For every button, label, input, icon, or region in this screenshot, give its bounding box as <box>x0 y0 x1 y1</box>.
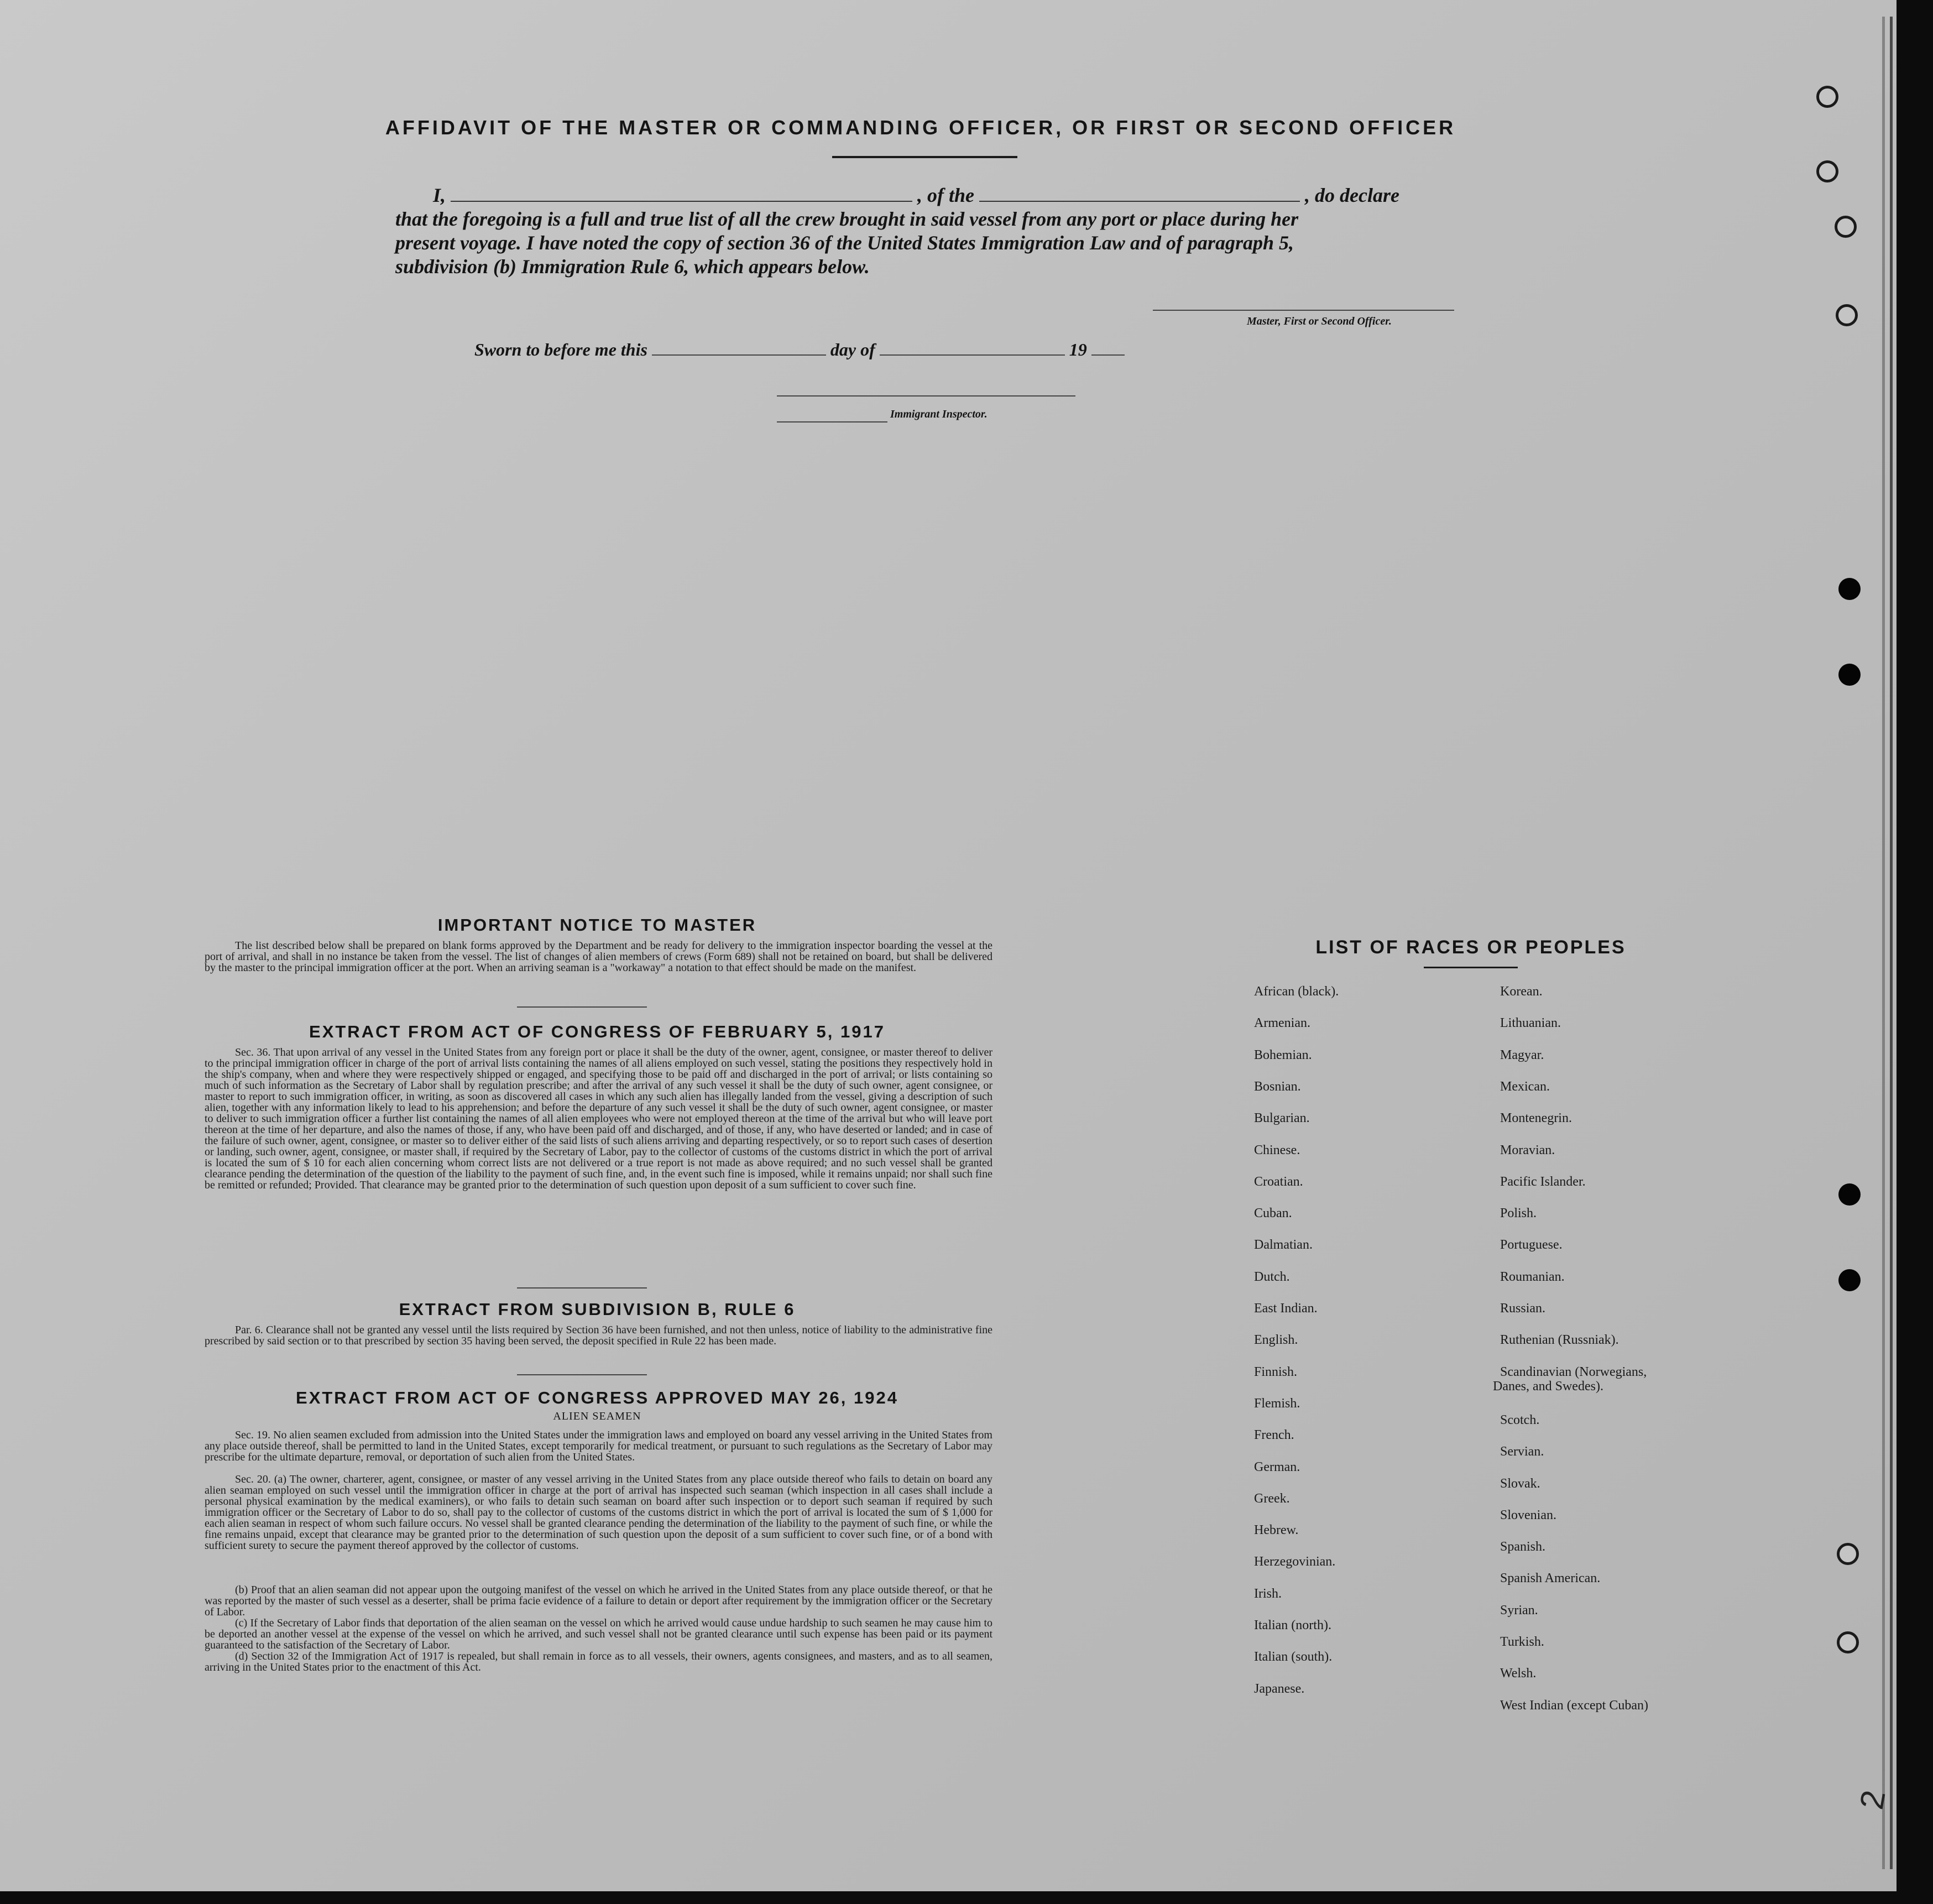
race-list-item: Cuban. <box>1254 1206 1292 1221</box>
sworn-line <box>474 340 1125 360</box>
race-list-item: Pacific Islander. <box>1500 1174 1586 1189</box>
binder-hole <box>1816 160 1838 182</box>
race-list-item: West Indian (except Cuban) <box>1500 1698 1648 1713</box>
race-list-item: Moravian. <box>1500 1143 1555 1157</box>
race-list-item: English. <box>1254 1333 1298 1348</box>
section-divider <box>517 1287 647 1289</box>
name-blank-field[interactable] <box>451 201 912 202</box>
inspector-label: Immigrant Inspector. <box>890 408 988 420</box>
extract-1924-sec20c: (c) If the Secretary of Labor finds that deportation of the alien seaman on the vessel on which he arrived would cause undue hardship to such seamen he may cause him to be deported an another vessel at the expense of the vessel on which he arrived, and such vessel shall not be granted clearance until such expense has been paid or its payment guaranteed to the satisfaction of the Secretary of Labor. <box>205 1617 992 1651</box>
race-list-item: Welsh. <box>1500 1666 1537 1681</box>
extract-1924-sec20d: (d) Section 32 of the Immigration Act of 1917 is repealed, but shall remain in force as to all vessels, their owners, agents consignees, and masters, and as to all seamen, arriving in the United States prior to the enactment of this Act. <box>205 1650 992 1673</box>
extract-1917-text: Sec. 36. That upon arrival of any vessel in the United States from any foreign port or place it shall be the duty of the owner, agent, consignee, or master thereof to deliver to the principal immigration officer in charge of the port of arrival lists containing the names of all aliens employed on such vessel, stating the positions they respectively hold in the ship's company, when and where they were respectively shipped or engaged, and specifying those to be paid off and discharged in the port of arrival; or lists containing so much of such information as the Secretary of Labor shall by regulation prescribe; and after the arrival of any such vessel it shall be the duty of such owner, agent consignee, or master to report to such immigration officer, in writing, as soon as discovered all cases in which any such alien has illegally landed from the vessel, giving a description of such alien, together with any information likely to lead to his apprehension; and before the departure of any such vessel it shall be the duty of such owner, agent consignee, or master to deliver to such immigration officer a further list containing the names of all alien employees who were not employed thereon at the time of the arrival but who will leave port thereon at the time of her departure, and also the names of those, if any, who have been paid off and discharged, and of those, if any, who have deserted or landed; and in case of the failure of such owner, agent, consignee, or master so to deliver either of the said lists of such aliens arriving and departing respectively, or so to report such cases of desertion or landing, such owner, agent, consignee, or master shall, if required by the Secretary of Labor, pay to the collector of customs of the customs district in which the port of arrival is located the sum of $ 10 for each alien concerning whom correct lists are not delivered or a true report is not made as above required; and no such vessel shall be granted clearance pending the determination of the question of the liability to the payment of such fine, and, in the event such fine is imposed, while it remains unpaid; nor shall such fine be remitted or refunded; Provided. That clearance may be granted prior to the determination of such question upon deposit of a sum sufficient to cover such fine. <box>205 1046 992 1191</box>
race-list-item: Dalmatian. <box>1254 1238 1313 1253</box>
sworn-day-field[interactable] <box>652 354 826 356</box>
title-underline <box>832 156 1017 158</box>
binder-hole <box>1836 304 1858 326</box>
section-divider <box>517 1374 647 1375</box>
page-edge-strip <box>1890 17 1893 1869</box>
inspector-signature-line[interactable] <box>777 395 1075 397</box>
race-list-item: German. <box>1254 1459 1300 1474</box>
affidavit-declare-label: , do declare <box>1305 184 1399 206</box>
race-list-item: Bulgarian. <box>1254 1111 1310 1126</box>
race-list-item: Slovak. <box>1500 1476 1540 1491</box>
race-list-item: Chinese. <box>1254 1143 1300 1157</box>
race-list-item: Spanish. <box>1500 1540 1546 1555</box>
extract-1917-title: EXTRACT FROM ACT OF CONGRESS OF FEBRUARY 5, 1917 <box>309 1022 885 1041</box>
notice-title: IMPORTANT NOTICE TO MASTER <box>437 915 757 935</box>
master-signature-line[interactable] <box>1153 310 1454 311</box>
race-list-item: Italian (south). <box>1254 1650 1333 1665</box>
affidavit-line-3: present voyage. I have noted the copy of section 36 of the United States Immigration Law and of paragraph 5, <box>395 232 1294 254</box>
race-list-item: Bosnian. <box>1254 1079 1301 1094</box>
affidavit-line-2: that the foregoing is a full and true list of all the crew brought in said vessel from any port or place during her <box>395 208 1299 230</box>
race-list-item: Greek. <box>1254 1491 1290 1506</box>
binder-hole <box>1835 216 1857 238</box>
affidavit-line-1 <box>395 184 1399 207</box>
page-edge-strip <box>1882 17 1885 1869</box>
race-list-item: Roumanian. <box>1500 1269 1565 1284</box>
race-list-item: Herzegovinian. <box>1254 1555 1336 1569</box>
race-list-item: Flemish. <box>1254 1396 1300 1411</box>
race-list-item: Korean. <box>1500 984 1543 999</box>
binder-hole <box>1838 578 1861 600</box>
binder-hole <box>1838 1183 1861 1206</box>
sworn-month-field[interactable] <box>880 354 1065 356</box>
section-divider <box>517 1006 647 1008</box>
race-list-item: Magyar. <box>1500 1047 1544 1062</box>
race-list-item: Slovenian. <box>1500 1507 1556 1522</box>
affidavit-line-4: subdivision (b) Immigration Rule 6, which appears below. <box>395 255 870 278</box>
race-list-item: Syrian. <box>1500 1603 1538 1618</box>
race-list-item: Japanese. <box>1254 1681 1305 1696</box>
binder-hole <box>1837 1631 1859 1653</box>
race-list-item: Finnish. <box>1254 1364 1298 1379</box>
extract-rule6-title: EXTRACT FROM SUBDIVISION B, RULE 6 <box>399 1300 796 1319</box>
binder-hole <box>1816 86 1838 108</box>
affidavit-i-label: I, <box>433 184 446 206</box>
race-list-item: Italian (north). <box>1254 1618 1331 1632</box>
sworn-day-of-label: day of <box>830 340 875 359</box>
race-list-item: Polish. <box>1500 1206 1537 1221</box>
extract-1924-sec20b: (b) Proof that an alien seaman did not appear upon the outgoing manifest of the vessel on which he arrived in the United States from any place outside thereof, or that he was reported by the master of such vessel as a deserter, shall be prima facie evidence of a failure to detain or deport after requirement by the immigration officer or the Secretary of Labor. <box>205 1584 992 1618</box>
race-list-item: Russian. <box>1500 1301 1546 1316</box>
races-title: LIST OF RACES OR PEOPLES <box>1315 937 1626 958</box>
race-list-item: Servian. <box>1500 1444 1544 1459</box>
race-list-item: Spanish American. <box>1500 1571 1601 1586</box>
race-list-item: Danes, and Swedes). <box>1493 1379 1603 1394</box>
extract-1924-sec19: Sec. 19. No alien seamen excluded from admission into the United States under the immigration laws and employed on board any vessel arriving in the United States from any place outside thereof, shall be permitted to land in the United States, except temporarily for medical treatment, or pursuant to such regulations as the Secretary of Labor may prescribe for the ultimate departure, removal, or deportation of such alien from the United States. <box>205 1429 992 1463</box>
binder-hole <box>1838 1269 1861 1291</box>
sworn-prefix: Sworn to before me this <box>474 340 647 359</box>
extract-1924-title: EXTRACT FROM ACT OF CONGRESS APPROVED MAY 26, 1924 <box>296 1388 898 1407</box>
race-list-item: Turkish. <box>1500 1635 1544 1649</box>
race-list-item: Lithuanian. <box>1500 1016 1561 1031</box>
race-list-item: Croatian. <box>1254 1174 1303 1189</box>
affidavit-of-the-label: , of the <box>917 184 975 206</box>
race-list-item: Irish. <box>1254 1586 1282 1601</box>
notice-text: The list described below shall be prepared on blank forms approved by the Department and be ready for delivery to the immigration inspector boarding the vessel at the port of arrival, and shall in no instance be taken from the vessel. The list of changes of alien members of crews (Form 689) shall not be retained on board, but shall be delivered by the master to the principal immigration officer at the port. When an arriving seaman is a "workaway" a notation to that effect should be made on the manifest. <box>205 940 992 974</box>
inspector-short-line <box>777 421 887 422</box>
race-list-item: Dutch. <box>1254 1269 1290 1284</box>
sworn-year-label: 19 <box>1069 340 1087 359</box>
race-list-item: East Indian. <box>1254 1301 1318 1316</box>
extract-rule6-text: Par. 6. Clearance shall not be granted any vessel until the lists required by Section 36 have been furnished, and not then unless, notice of liability to the administrative fine prescribed by said section or to that prescribed by section 35 having been served, the deposit specified in Rule 22 has been made. <box>205 1324 992 1347</box>
race-list-item: African (black). <box>1254 984 1339 999</box>
race-list-item: Portuguese. <box>1500 1238 1563 1253</box>
extract-1924-sec20a: Sec. 20. (a) The owner, charterer, agent, consignee, or master of any vessel arriving in the United States from any place outside thereof who fails to detain on board any alien seaman employed on such vessel until the immigration officer in charge at the port of arrival has inspected such seaman (which inspection in all cases shall include a personal physical examination by the medical examiners), or who fails to detain such seaman on board after such inspection or to deport such seaman if required by such immigration officer or the Secretary of Labor to do so, shall pay to the collector of customs of the customs district in which the port of arrival is located the sum of $ 1,000 for each alien seaman in respect of whom such failure occurs. No vessel shall be granted clearance pending the determination of the liability to the payment of such fine, or while the fine remains unpaid, except that clearance may be granted prior to the determination of such question upon the deposit of a sum sufficient to cover such fine, or of a bond with sufficient surety to secure the payment thereof approved by the collector of customs. <box>205 1473 992 1552</box>
race-list-item: Scotch. <box>1500 1412 1540 1427</box>
extract-1924-subtitle: ALIEN SEAMEN <box>553 1410 641 1422</box>
race-list-item: Scandinavian (Norwegians, <box>1500 1364 1647 1379</box>
race-list-item: Montenegrin. <box>1500 1111 1572 1126</box>
vessel-blank-field[interactable] <box>979 201 1300 202</box>
races-title-underline <box>1424 967 1518 968</box>
binder-hole <box>1837 1543 1859 1565</box>
race-list-item: French. <box>1254 1428 1294 1443</box>
race-list-item: Armenian. <box>1254 1016 1310 1031</box>
binder-hole <box>1838 664 1861 686</box>
race-list-item: Bohemian. <box>1254 1047 1312 1062</box>
race-list-item: Hebrew. <box>1254 1523 1299 1538</box>
sworn-year-field[interactable] <box>1091 354 1125 356</box>
master-signature-label: Master, First or Second Officer. <box>1247 315 1392 327</box>
affidavit-title: AFFIDAVIT OF THE MASTER OR COMMANDING OFFICER, OR FIRST OR SECOND OFFICER <box>385 116 1456 139</box>
margin-mark: 2 <box>1852 1787 1893 1812</box>
race-list-item: Mexican. <box>1500 1079 1550 1094</box>
race-list-item: Ruthenian (Russniak). <box>1500 1333 1619 1348</box>
